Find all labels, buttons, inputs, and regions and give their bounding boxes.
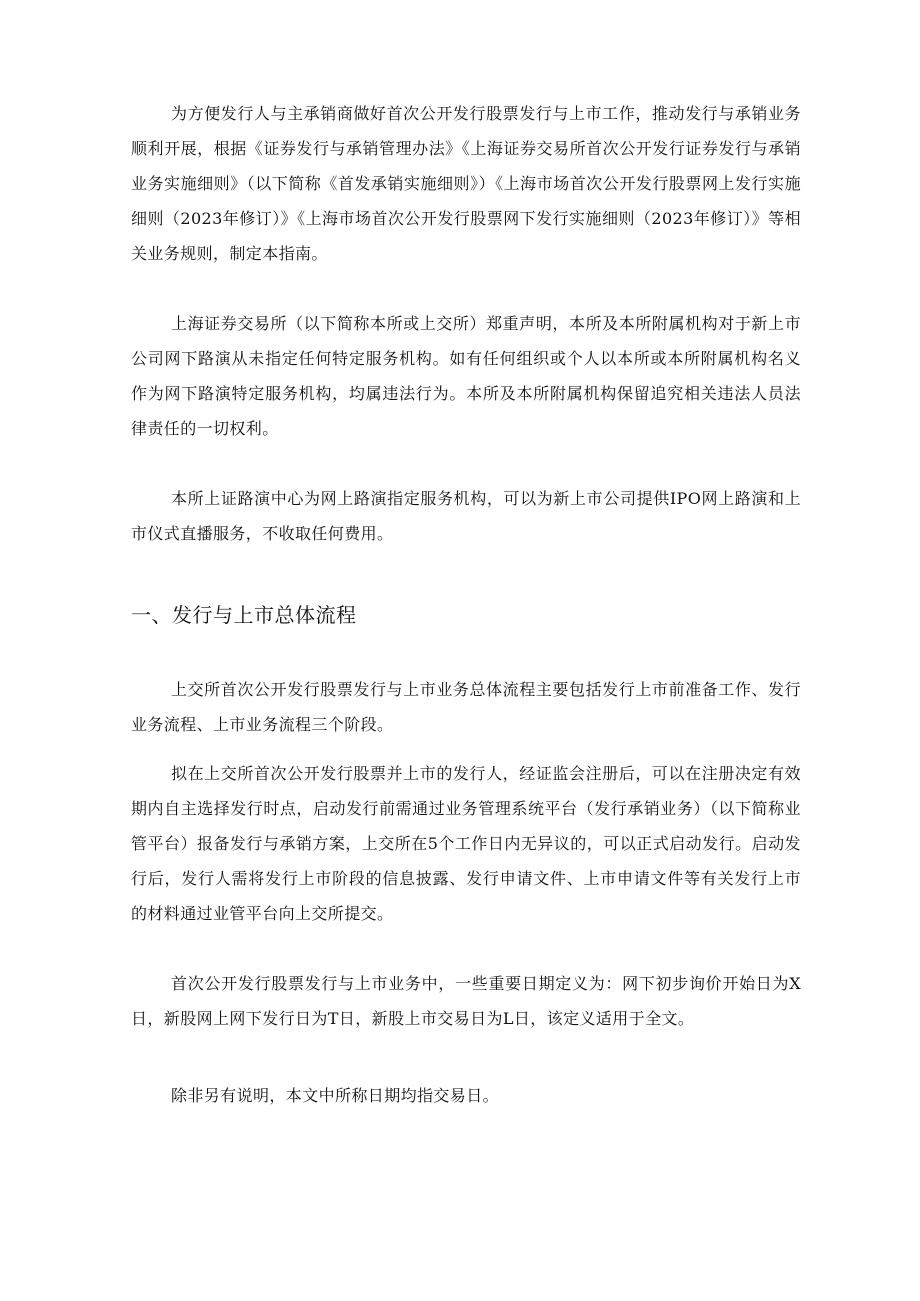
section-paragraph-stages: 上交所首次公开发行股票发行与上市业务总体流程主要包括发行上市前准备工作、发行业务流程、上市业务流程三个阶段。: [131, 680, 801, 734]
intro-paragraph-purpose: 为方便发行人与主承销商做好首次公开发行股票发行与上市工作，推动发行与承销业务顺利开展，根据《证券发行与承销管理办法》《上海证券交易所首次公开发行证券发行与承销业务实施细则》（以下简称《首发承销实施细则》）《上海市场首次公开发行股票网上发行实施细则（2023年修订）》《上海市场首次公开发行股票网下发行实施细则（2023年修订）》等相关业务规则，制定本指南。: [131, 104, 801, 263]
section-paragraph-date-definitions: 首次公开发行股票发行与上市业务中，一些重要日期定义为：网下初步询价开始日为X日，新股网上网下发行日为T日，新股上市交易日为L日，该定义适用于全文。: [131, 974, 801, 1028]
section-heading-overall-process: 一、发行与上市总体流程: [131, 603, 357, 627]
intro-paragraph-declaration: 上海证券交易所（以下简称本所或上交所）郑重声明，本所及本所附属机构对于新上市公司网下路演从未指定任何特定服务机构。如有任何组织或个人以本所或本所附属机构名义作为网下路演特定服务机构，均属违法行为。本所及本所附属机构保留追究相关违法人员法律责任的一切权利。: [131, 314, 801, 438]
section-paragraph-trading-days-note: 除非另有说明，本文中所称日期均指交易日。: [171, 1086, 500, 1105]
section-paragraph-registration: 拟在上交所首次公开发行股票并上市的发行人，经证监会注册后，可以在注册决定有效期内自主选择发行时点，启动发行前需通过业务管理系统平台（发行承销业务）（以下简称业管平台）报备发行与承销方案，上交所在5个工作日内无异议的，可以正式启动发行。启动发行后，发行人需将发行上市阶段的信息披露、发行申请文件、上市申请文件等有关发行上市的材料通过业管平台向上交所提交。: [131, 764, 801, 923]
intro-paragraph-roadshow-center: 本所上证路演中心为网上路演指定服务机构，可以为新上市公司提供IPO网上路演和上市仪式直播服务，不收取任何费用。: [131, 489, 801, 543]
